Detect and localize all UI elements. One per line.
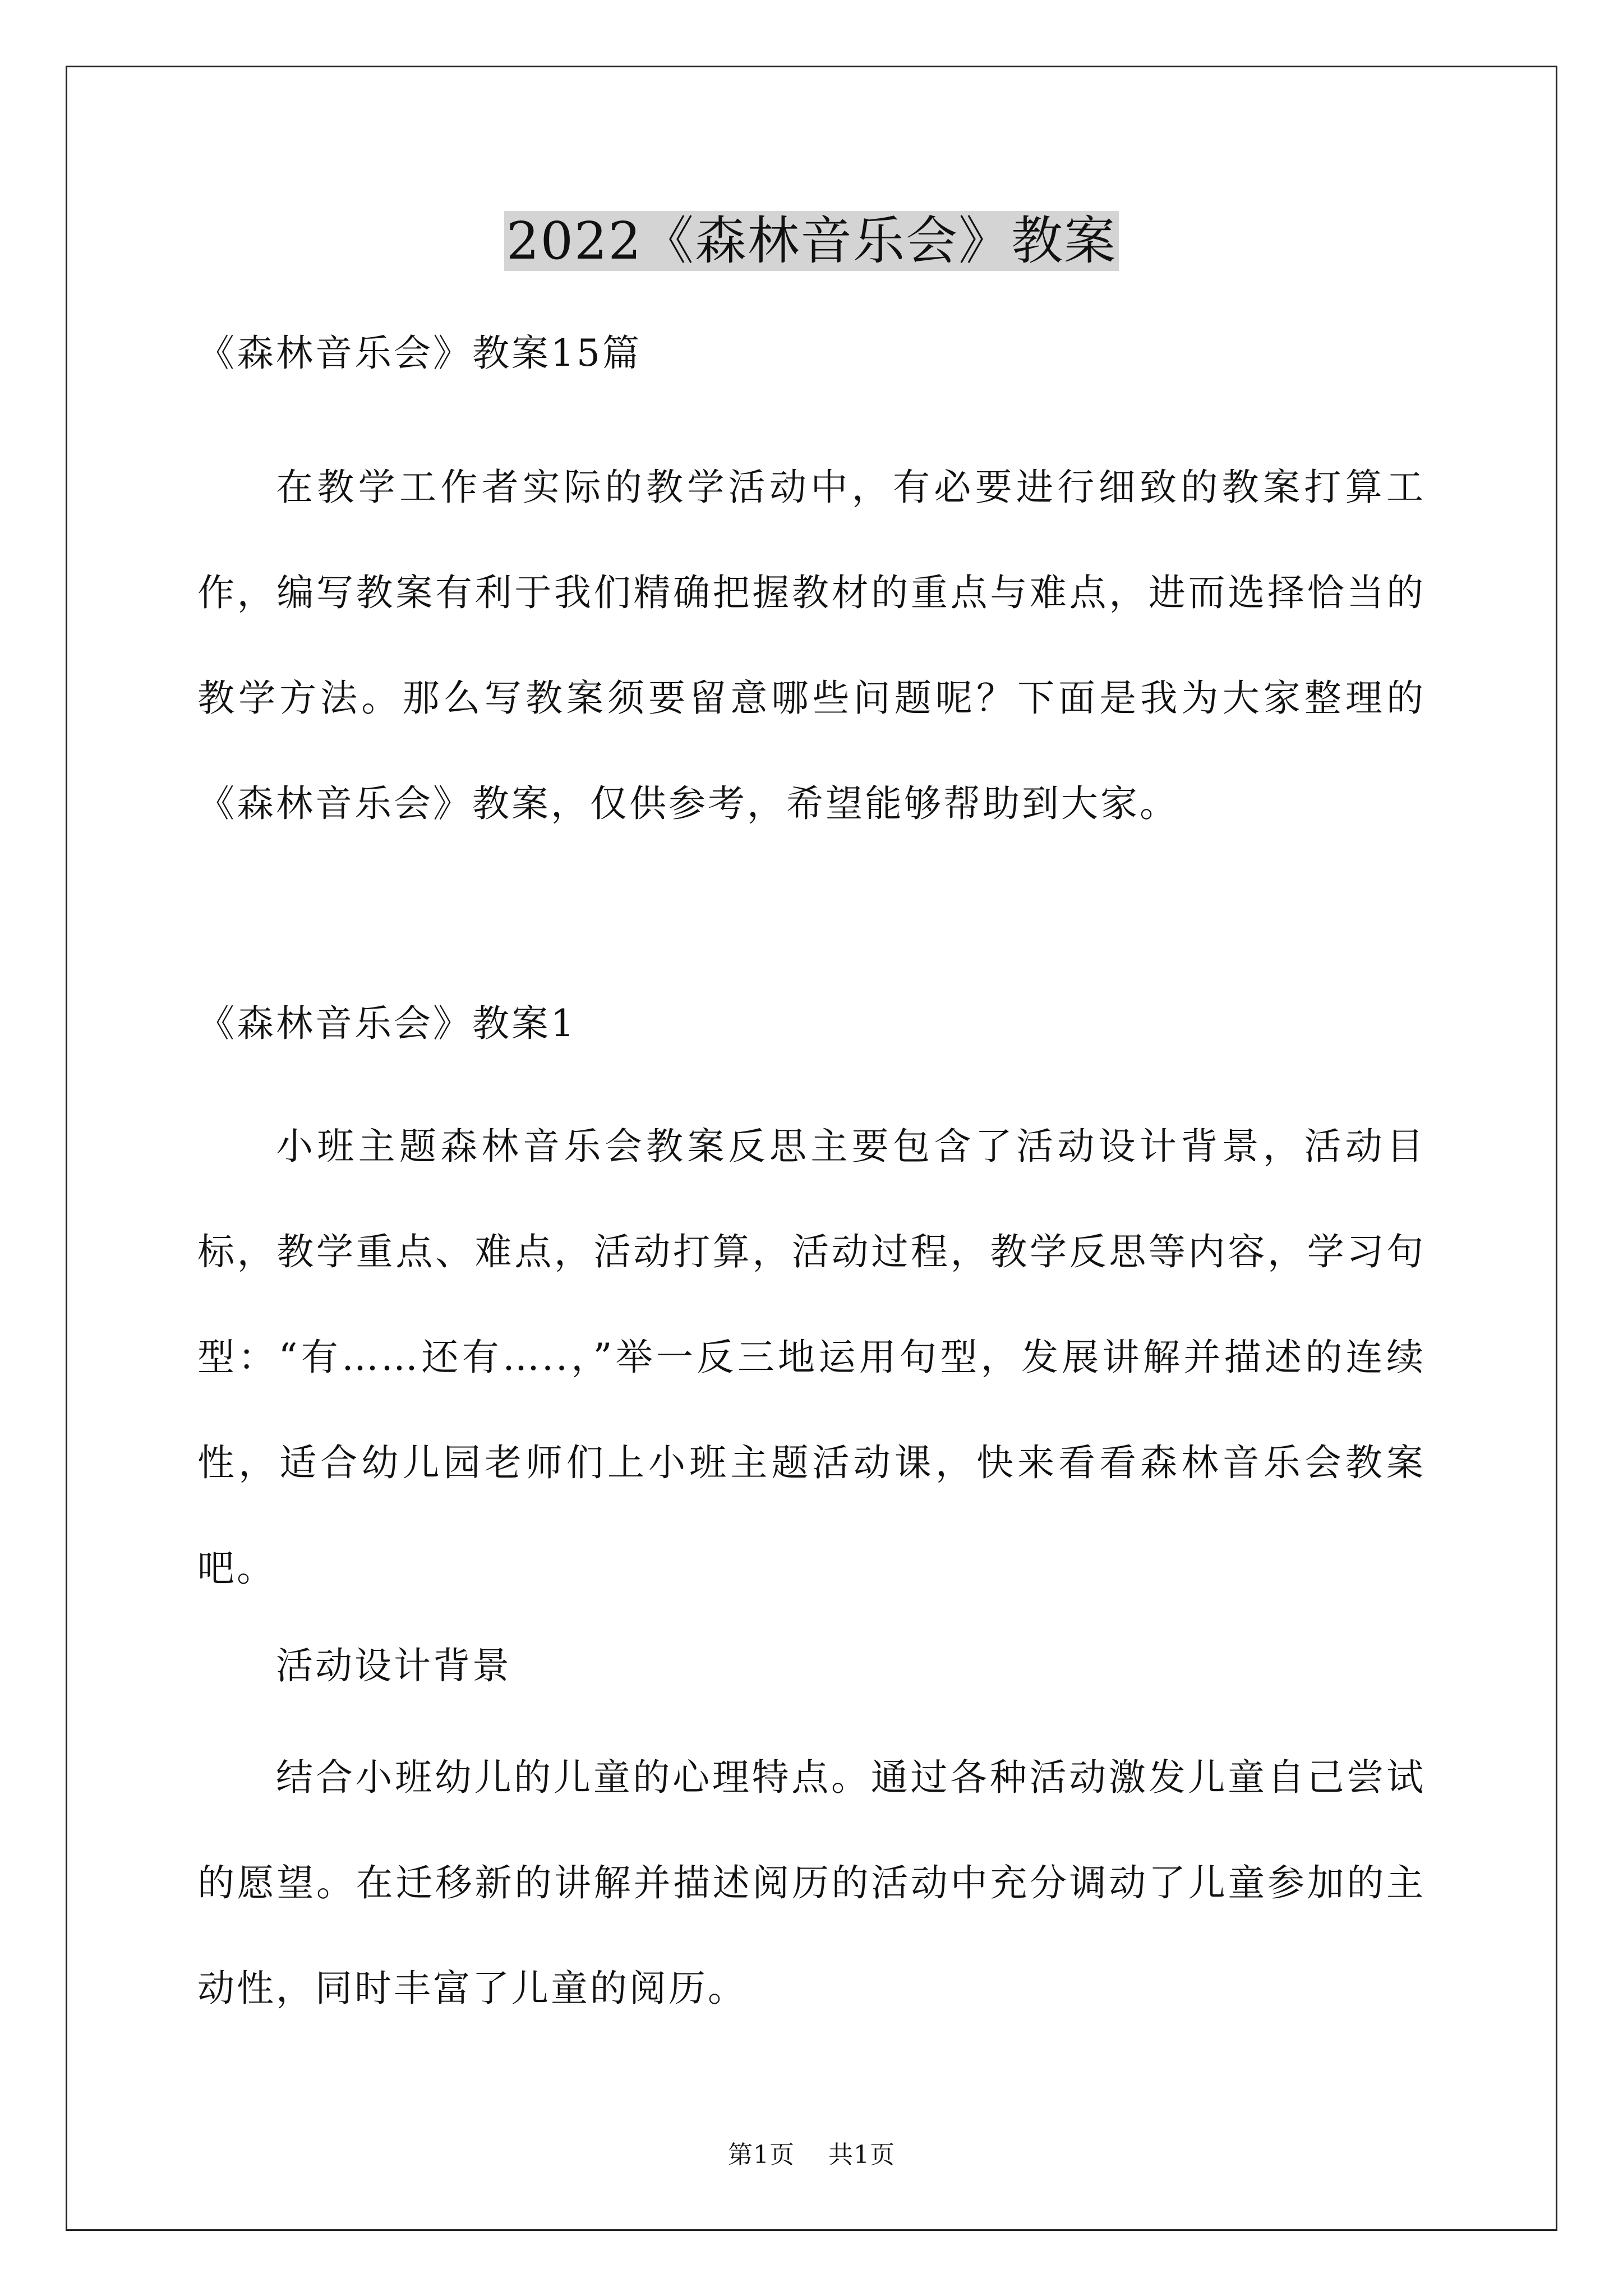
page-total: 共1页: [828, 2141, 895, 2169]
page-footer: [0, 2134, 1623, 2170]
document-title: [0, 202, 1623, 280]
intro-paragraph: 在教学工作者实际的教学活动中，有必要进行细致的教案打算工作，编写教案有利于我们精确把握教材的重点与难点，进而选择恰当的教学方法。那么写教案须要留意哪些问题呢？下面是我为大家整理的《森林音乐会》教案，仅供参考，希望能够帮助到大家。: [197, 466, 1426, 825]
page-number: 第1页: [728, 2141, 795, 2169]
section-1-heading: 《森林音乐会》教案1: [197, 1002, 577, 1045]
section-1-paragraph: 小班主题森林音乐会教案反思主要包含了活动设计背景，活动目标，教学重点、难点，活动打算，活动过程，教学反思等内容，学习句型：“有……还有…..，”举一反三地运用句型，发展讲解并描述的连续性，适合幼儿园老师们上小班主题活动课，快来看看森林音乐会教案吧。: [197, 1125, 1426, 1590]
document-title-text: 2022《森林音乐会》教案: [504, 211, 1119, 271]
background-heading: 活动设计背景: [276, 1644, 511, 1687]
background-paragraph: 结合小班幼儿的儿童的心理特点。通过各种活动激发儿童自己尝试的愿望。在迁移新的讲解并描述阅历的活动中充分调动了儿童参加的主动性，同时丰富了儿童的阅历。: [197, 1756, 1426, 2010]
document-subtitle: 《森林音乐会》教案15篇: [197, 332, 642, 375]
